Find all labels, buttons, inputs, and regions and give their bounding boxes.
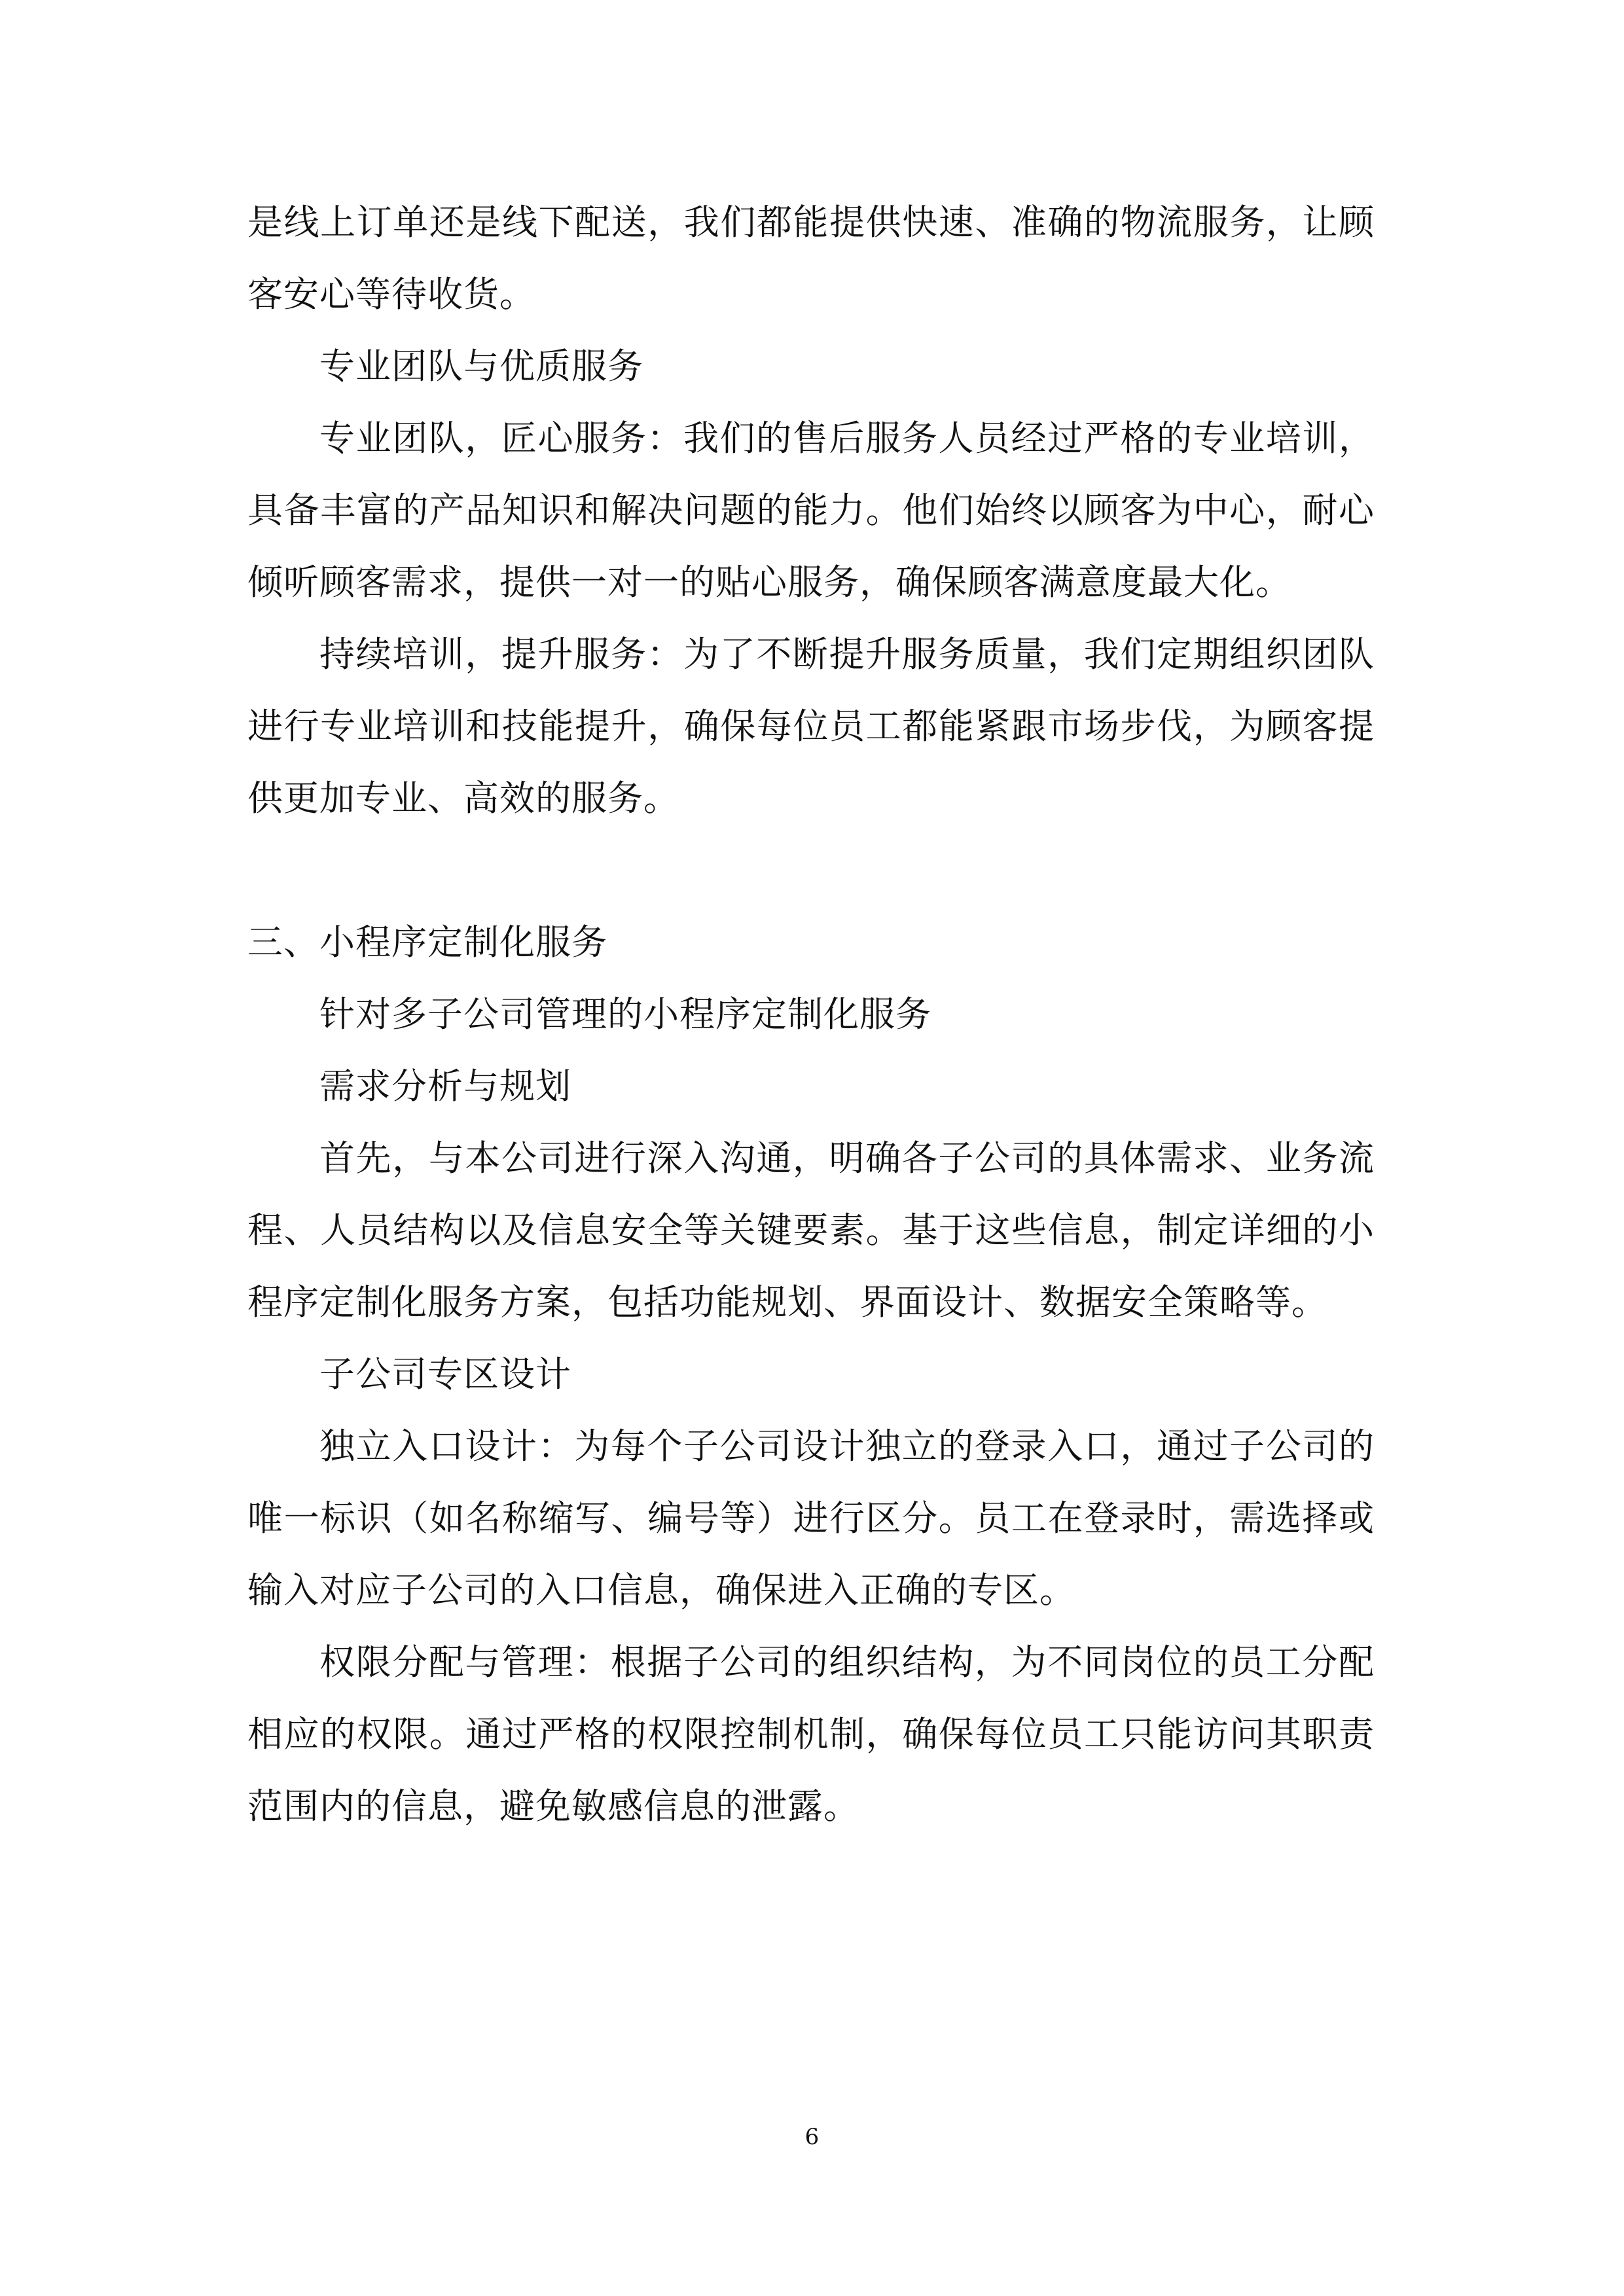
- paragraph-continuous-training: 持续培训，提升服务：为了不断提升服务质量，我们定期组织团队进行专业培训和技能提升，确保每位员工都能紧跟市场步伐，为顾客提供更加专业、高效的服务。: [247, 634, 1375, 819]
- subheading-team-service: 专业团队与优质服务: [319, 346, 643, 387]
- paragraph-permission-management: 权限分配与管理：根据子公司的组织结构，为不同岗位的员工分配相应的权限。通过严格的权限控制机制，确保每位员工只能访问其职责范围内的信息，避免敏感信息的泄露。: [247, 1641, 1375, 1827]
- page-number: 6: [804, 2124, 820, 2150]
- paragraph-continuation: 是线上订单还是线下配送，我们都能提供快速、准确的物流服务，让顾客安心等待收货。: [247, 202, 1375, 315]
- section-heading-mini-program: 三、小程序定制化服务: [247, 922, 607, 963]
- page-body: [247, 187, 1375, 1842]
- subheading-subsidiary-zone: 子公司专区设计: [319, 1354, 571, 1395]
- subheading-multi-subsidiary: 针对多子公司管理的小程序定制化服务: [319, 994, 931, 1035]
- paragraph-requirements-analysis: 首先，与本公司进行深入沟通，明确各子公司的具体需求、业务流程、人员结构以及信息安全等关键要素。基于这些信息，制定详细的小程序定制化服务方案，包括功能规划、界面设计、数据安全策略等。: [247, 1138, 1375, 1323]
- subheading-requirements: 需求分析与规划: [319, 1066, 571, 1107]
- paragraph-independent-entry: 独立入口设计：为每个子公司设计独立的登录入口，通过子公司的唯一标识（如名称缩写、编号等）进行区分。员工在登录时，需选择或输入对应子公司的入口信息，确保进入正确的专区。: [247, 1426, 1375, 1611]
- paragraph-professional-team: 专业团队，匠心服务：我们的售后服务人员经过严格的专业培训，具备丰富的产品知识和解决问题的能力。他们始终以顾客为中心，耐心倾听顾客需求，提供一对一的贴心服务，确保顾客满意度最大化。: [247, 418, 1375, 603]
